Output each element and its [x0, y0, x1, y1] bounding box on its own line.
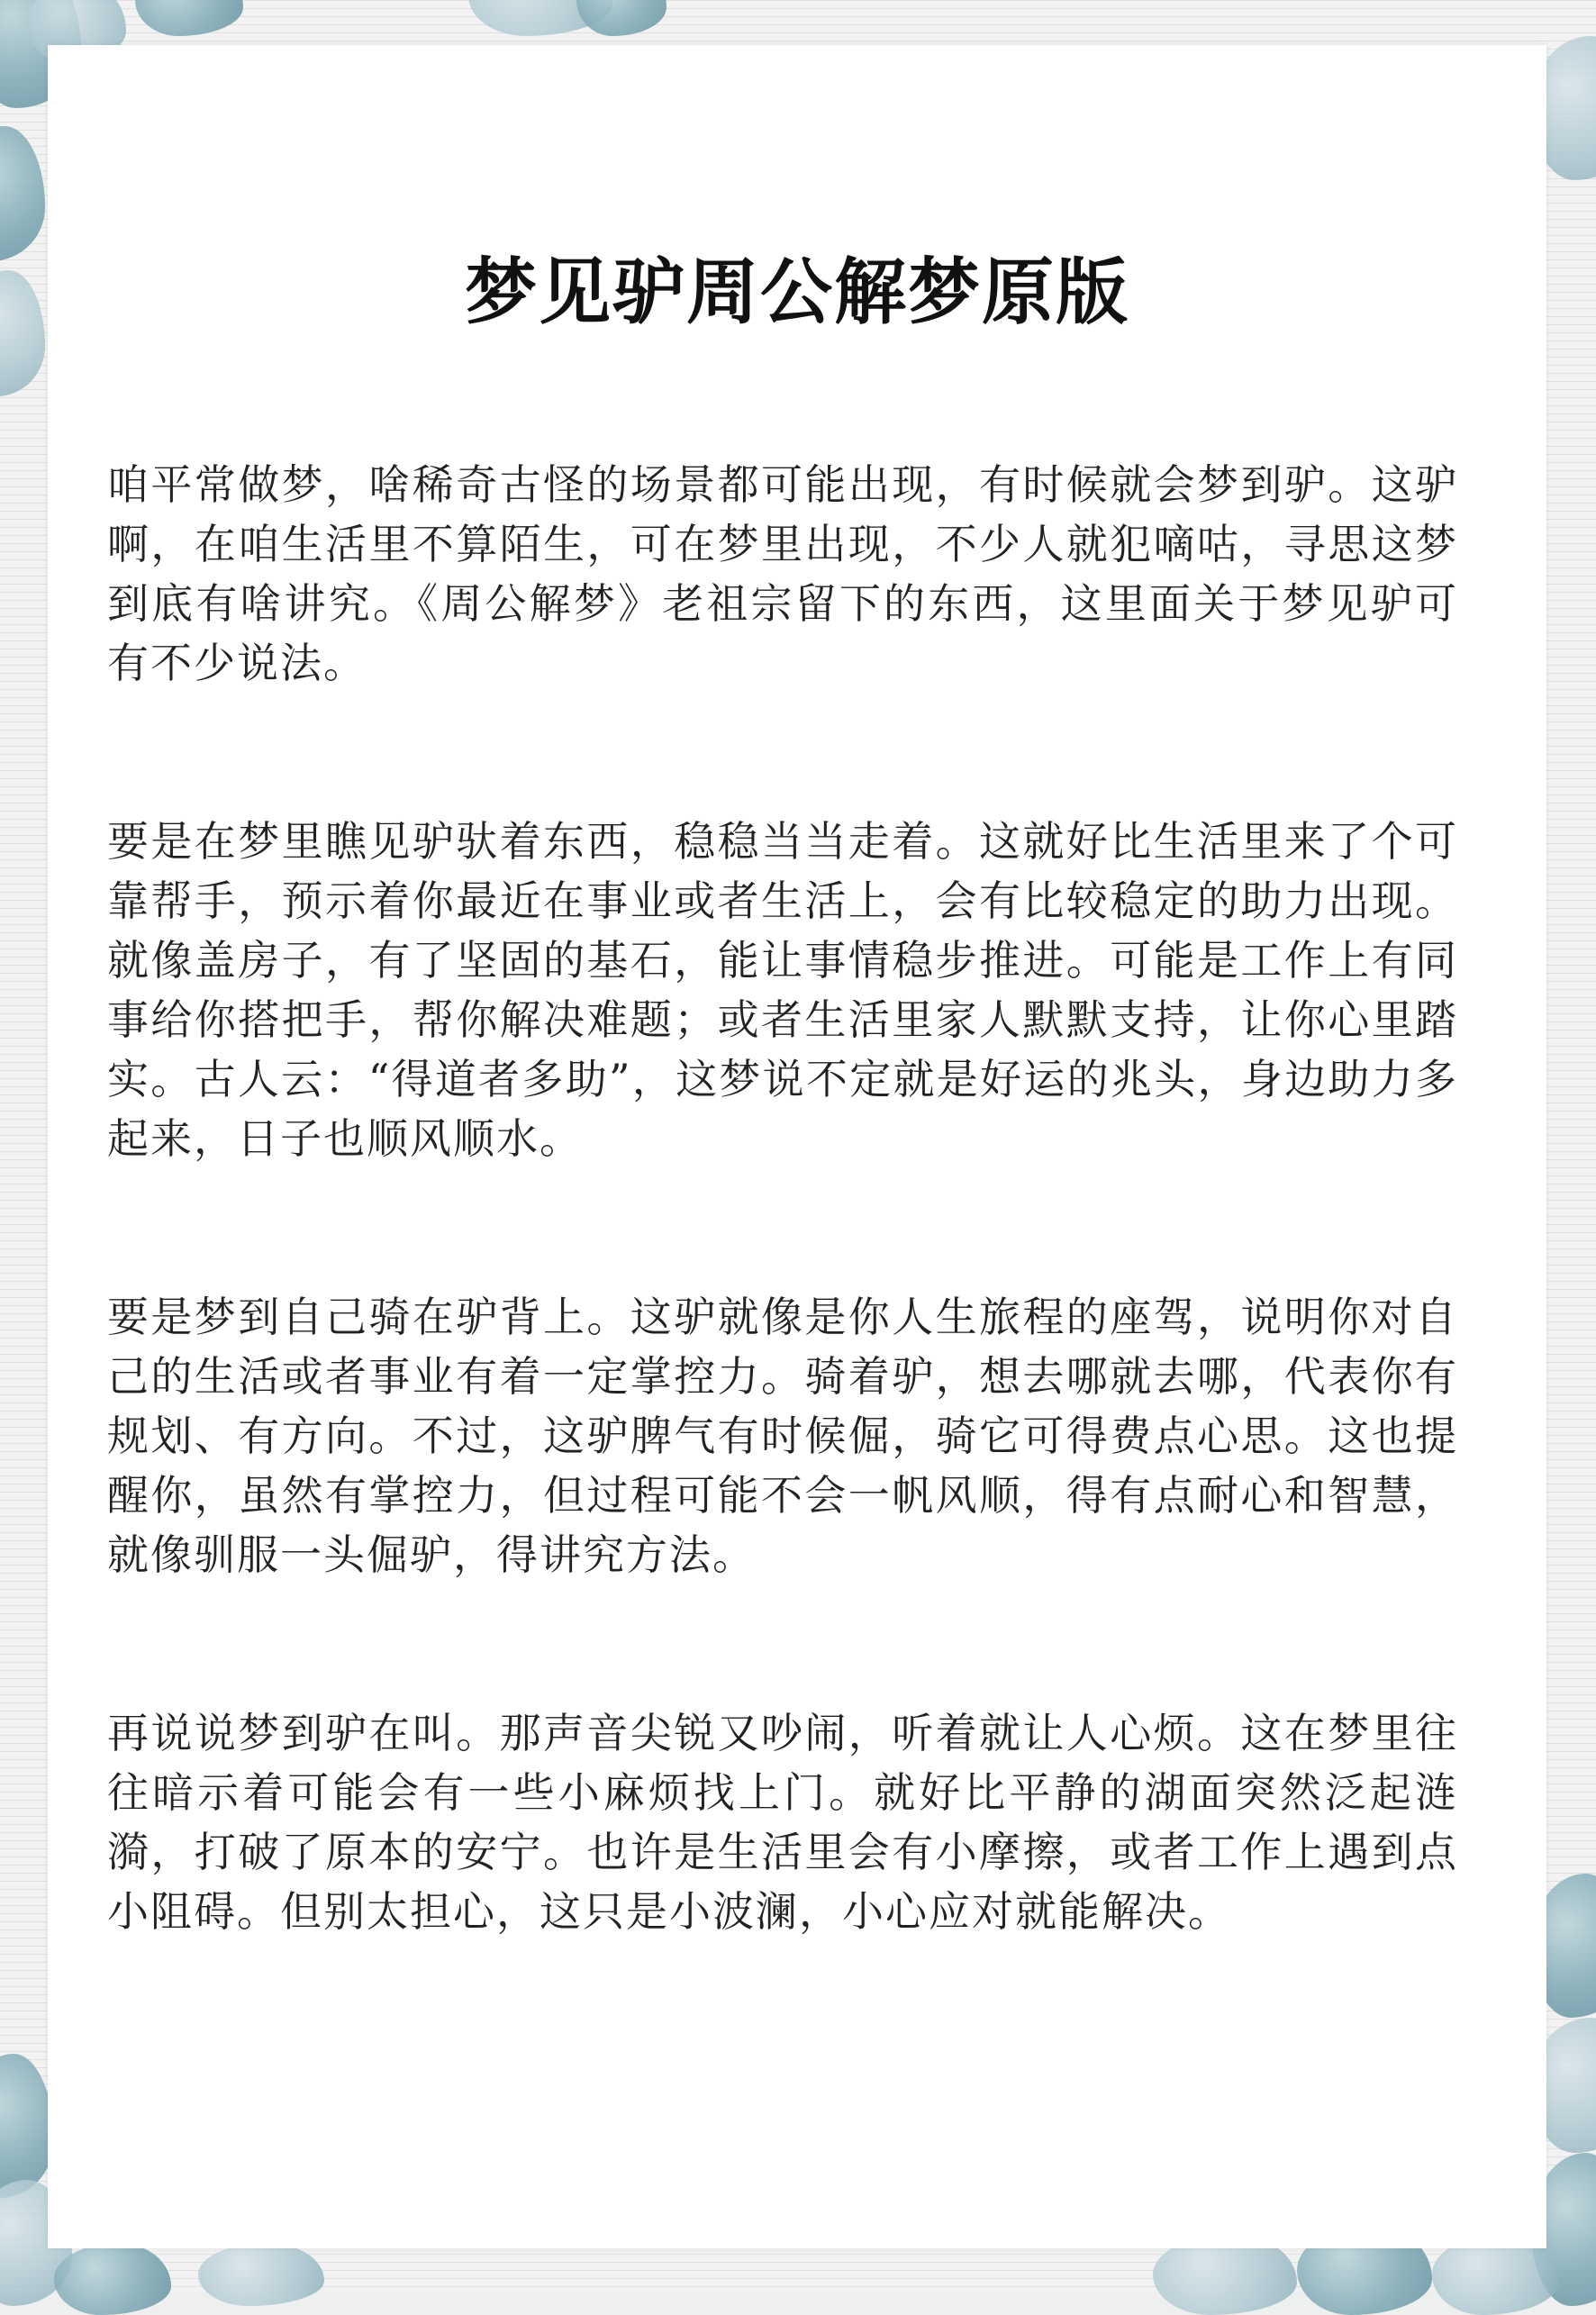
document-page [48, 45, 1546, 2248]
paragraph: 再说说梦到驴在叫。那声音尖锐又吵闹，听着就让人心烦。这在梦里往往暗示着可能会有一些小麻烦找上门。就好比平静的湖面突然泛起涟漪，打破了原本的安宁。也许是生活里会有小摩擦，或者工作上遇到点小阻碍。但别太担心，这只是小波澜，小心应对就能解决。 [107, 1709, 1458, 1936]
paragraph: 要是梦到自己骑在驴背上。这驴就像是你人生旅程的座驾，说明你对自己的生活或者事业有着一定掌控力。骑着驴，想去哪就去哪，代表你有规划、有方向。不过，这驴脾气有时候倔，骑它可得费点心思。这也提醒你，虽然有掌控力，但过程可能不会一帆风顺，得有点耐心和智慧，就像驯服一头倔驴，得讲究方法。 [107, 1293, 1458, 1579]
page-title: 梦见驴周公解梦原版 [465, 250, 1129, 334]
paragraph: 咱平常做梦，啥稀奇古怪的场景都可能出现，有时候就会梦到驴。这驴啊，在咱生活里不算陌生，可在梦里出现，不少人就犯嘀咕，寻思这梦到底有啥讲究。《周公解梦》老祖宗留下的东西，这里面关于梦见驴可有不少说法。 [107, 460, 1458, 687]
paragraph: 要是在梦里瞧见驴驮着东西，稳稳当当走着。这就好比生活里来了个可靠帮手，预示着你最近在事业或者生活上，会有比较稳定的助力出现。就像盖房子，有了坚固的基石，能让事情稳步推进。可能是工作上有同事给你搭把手，帮你解决难题；或者生活里家人默默支持，让你心里踏实。古人云：“得道者多助”，这梦说不定就是好运的兆头，身边助力多起来，日子也顺风顺水。 [107, 817, 1458, 1163]
decorative-leaf-shape [198, 2243, 324, 2306]
decorative-leaf-shape [54, 2243, 171, 2315]
article-body [107, 455, 1458, 2060]
